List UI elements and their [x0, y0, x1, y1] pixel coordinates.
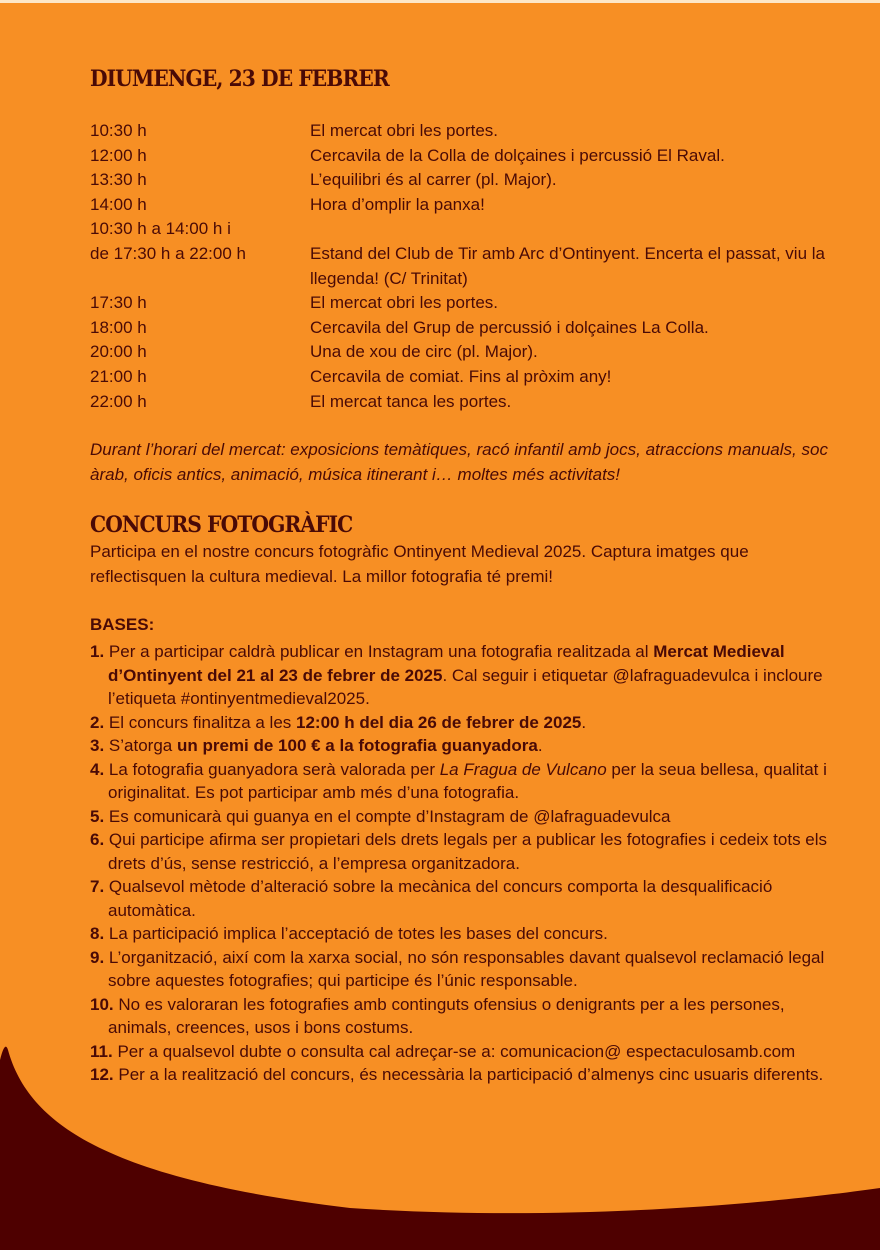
schedule-time: 13:30 h	[90, 170, 147, 190]
base-text: S’atorga	[108, 736, 177, 755]
base-text: L’organització, així com la xarxa social, no són responsables davant qualsevol reclamació legal sobre aquestes fotografies; qui participe és l’únic responsable.	[108, 947, 825, 990]
schedule-row	[90, 340, 850, 365]
schedule-row	[90, 390, 850, 415]
base-number: 2.	[90, 712, 105, 732]
base-number: 4.	[90, 759, 105, 779]
schedule-description: L’equilibri és al carrer (pl. Major).	[310, 170, 557, 190]
base-text: Per a qualsevol dubte o consulta cal adreçar-se a: comunicacion@ espectaculosamb.com	[117, 1041, 796, 1061]
base-item	[90, 922, 835, 946]
schedule-row	[90, 168, 850, 193]
schedule-description: El mercat obri les portes.	[310, 121, 499, 140]
schedule-description: Hora d’omplir la panxa!	[310, 194, 485, 214]
base-text: El concurs finalitza a les	[108, 712, 297, 732]
base-number: 5.	[90, 806, 105, 826]
base-text: Qui participe afirma ser propietari dels drets legals per a publicar les fotografies i cedeix tots els drets d’ús, sense restricció, a l’empresa organitzadora.	[108, 830, 828, 873]
schedule-description: Cercavila de comiat. Fins al pròxim any!	[310, 366, 612, 386]
base-text: .	[537, 736, 543, 755]
bases-title: BASES:	[90, 615, 155, 634]
base-text: La fotografia guanyadora serà valorada per	[108, 759, 440, 779]
schedule-time: 21:00 h	[90, 366, 147, 386]
base-text: Qualsevol mètode d’alteració sobre la mecànica del concurs comporta la desqualificació automàtica.	[108, 877, 773, 920]
base-number: 1.	[90, 642, 105, 661]
base-number: 3.	[90, 736, 105, 755]
day-heading: DIUMENGE, 23 DE FEBRER	[90, 66, 389, 92]
schedule-time: 10:30 h a 14:00 h i	[90, 219, 231, 239]
schedule-row	[90, 119, 850, 144]
base-text: Mercat Medieval d’Ontinyent del 21 al 23 de febrer de 2025	[108, 642, 785, 685]
schedule-description: Una de xou de circ (pl. Major).	[310, 342, 538, 362]
base-text: Es comunicarà qui guanya en el compte d’Instagram de @lafraguadevulca	[108, 806, 671, 826]
schedule-row	[90, 193, 850, 218]
base-item	[90, 805, 835, 829]
bases-list	[90, 640, 835, 1087]
base-item	[90, 993, 835, 1040]
schedule-time: 18:00 h	[90, 317, 147, 337]
base-item	[90, 1040, 835, 1064]
contest-heading: CONCURS FOTOGRÀFIC	[90, 512, 353, 538]
base-text: Per a la realització del concurs, és necessària la participació d’almenys cinc usuaris diferents.	[118, 1065, 824, 1084]
schedule-description	[310, 217, 850, 242]
schedule-time: 14:00 h	[90, 194, 147, 214]
schedule-list	[90, 119, 850, 414]
base-number: 10.	[90, 994, 114, 1014]
base-text: 12:00 h del dia 26 de febrer de 2025	[296, 712, 582, 732]
schedule-description: Estand del Club de Tir amb Arc d’Ontinyent. Encerta el passat, viu la llegenda! (C/ Trinitat)	[310, 243, 825, 288]
base-number: 6.	[90, 830, 105, 849]
base-item	[90, 946, 835, 993]
schedule-description: El mercat obri les portes.	[310, 293, 499, 313]
base-item	[90, 711, 835, 735]
base-item	[90, 758, 835, 805]
base-number: 12.	[90, 1065, 114, 1084]
base-number: 11.	[90, 1041, 113, 1061]
base-text: La participació implica l’acceptació de totes les bases del concurs.	[108, 924, 608, 943]
schedule-time: 17:30 h	[90, 293, 147, 313]
base-item	[90, 875, 835, 922]
base-number: 9.	[90, 947, 105, 967]
market-note: Durant l’horari del mercat: exposicions temàtiques, racó infantil amb jocs, atraccions manuals, soc àrab, oficis antics, animació, música itinerant i… moltes més activitats!	[90, 440, 828, 484]
schedule-time: 12:00 h	[90, 145, 147, 165]
schedule-time: 22:00 h	[90, 391, 147, 411]
base-number: 8.	[90, 924, 105, 943]
schedule-row	[90, 316, 850, 341]
base-text: La Fragua de Vulcano	[439, 759, 607, 779]
base-item	[90, 734, 835, 758]
schedule-row	[90, 365, 850, 390]
schedule-description: Cercavila de la Colla de dolçaines i percussió El Raval.	[310, 145, 725, 165]
schedule-row	[90, 291, 850, 316]
base-text: per la seua bellesa, qualitat i originalitat. Es pot participar amb més d’una fotografia.	[108, 759, 827, 802]
base-text: . Cal seguir i etiquetar @lafraguadevulca i incloure l’etiqueta #ontinyentmedieval2025.	[108, 665, 823, 708]
contest-intro: Participa en el nostre concurs fotogràfic Ontinyent Medieval 2025. Captura imatges que reflectisquen la cultura medieval. La millor fotografia té premi!	[90, 542, 749, 586]
schedule-row	[90, 242, 850, 291]
base-text: No es valoraran les fotografies amb continguts ofensius o denigrants per a les persones, animals, creences, usos i bons costums.	[108, 994, 785, 1037]
base-text: .	[581, 712, 587, 732]
base-text: Per a participar caldrà publicar en Instagram una fotografia realitzada al	[108, 642, 654, 661]
schedule-time: de 17:30 h a 22:00 h	[90, 243, 246, 263]
schedule-description: Cercavila del Grup de percussió i dolçaines La Colla.	[310, 317, 709, 337]
base-item	[90, 828, 835, 875]
schedule-row	[90, 217, 850, 242]
schedule-row	[90, 144, 850, 169]
schedule-time: 20:00 h	[90, 342, 147, 362]
base-item	[90, 1063, 835, 1087]
base-text: un premi de 100 € a la fotografia guanyadora	[176, 736, 538, 755]
schedule-description: El mercat tanca les portes.	[310, 391, 512, 411]
base-item	[90, 640, 835, 711]
base-number: 7.	[90, 877, 105, 896]
schedule-time: 10:30 h	[90, 121, 147, 140]
